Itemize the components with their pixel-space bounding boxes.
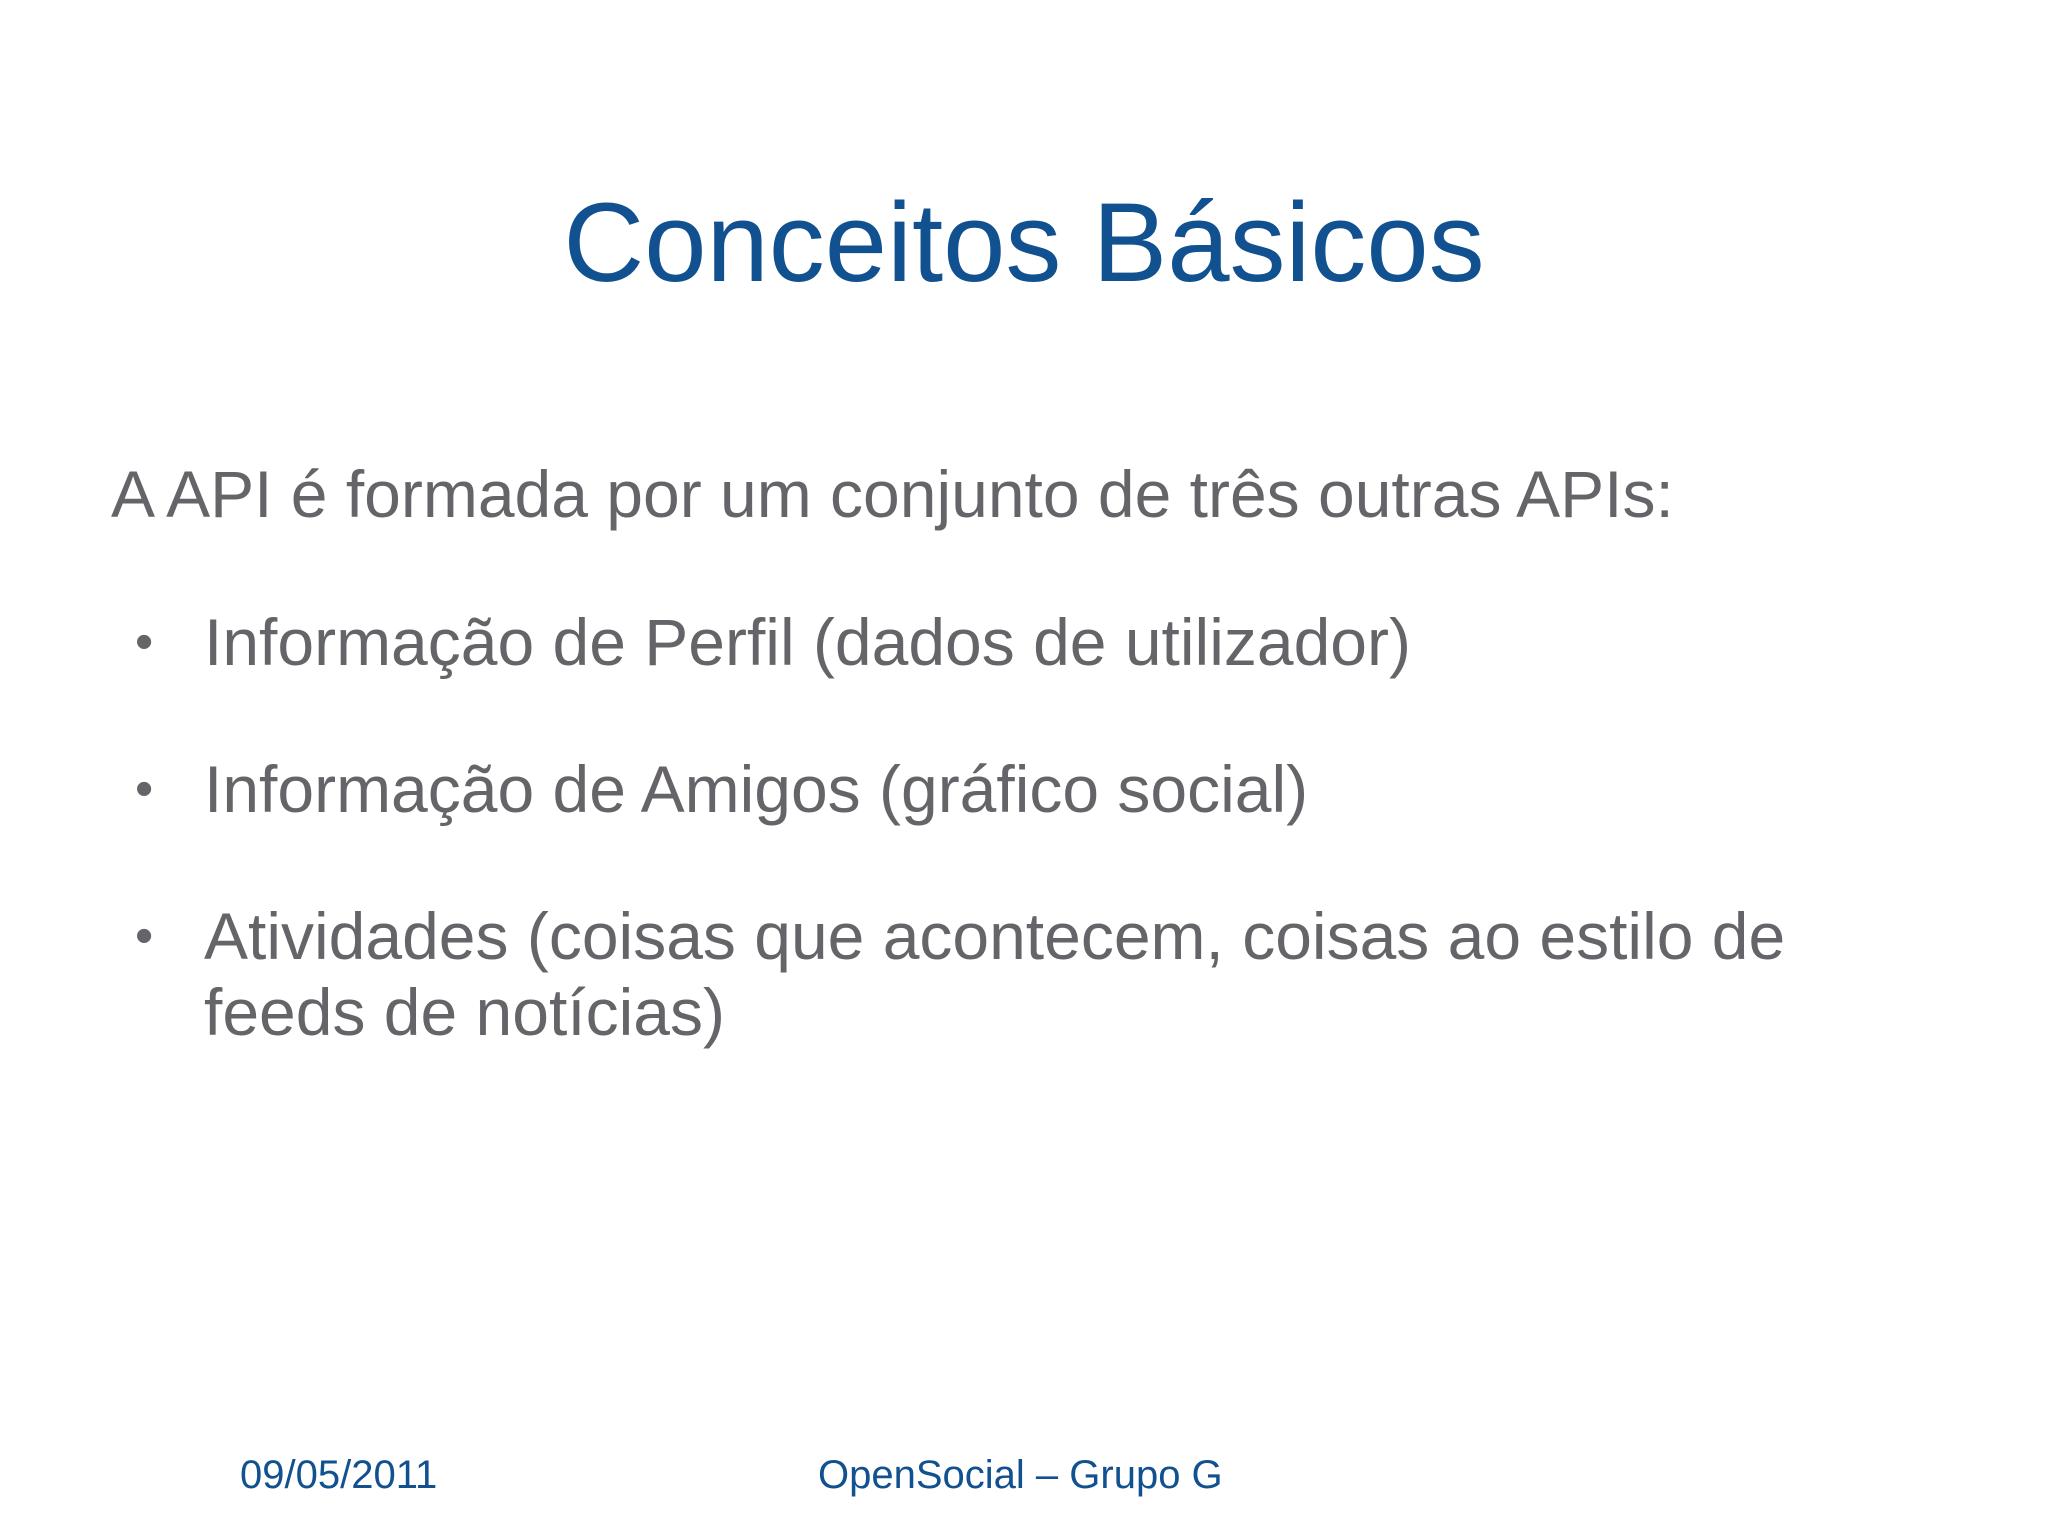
bullet-text: Informação de Perfil (dados de utilizador)	[204, 605, 1411, 679]
footer-date: 09/05/2011	[240, 1453, 438, 1497]
bullet-icon: •	[135, 613, 154, 671]
bullet-icon: •	[135, 907, 154, 965]
bullet-text: Atividades (coisas que acontecem, coisas ao estilo de feeds de notícias)	[204, 899, 1786, 1049]
slide-title: Conceitos Básicos	[563, 180, 1485, 305]
bullet-icon: •	[135, 760, 154, 818]
footer-title: OpenSocial – Grupo G	[818, 1453, 1223, 1497]
bullet-text: Informação de Amigos (gráfico social)	[204, 752, 1309, 826]
intro-text: A API é formada por um conjunto de três outras APIs:	[111, 457, 1674, 531]
